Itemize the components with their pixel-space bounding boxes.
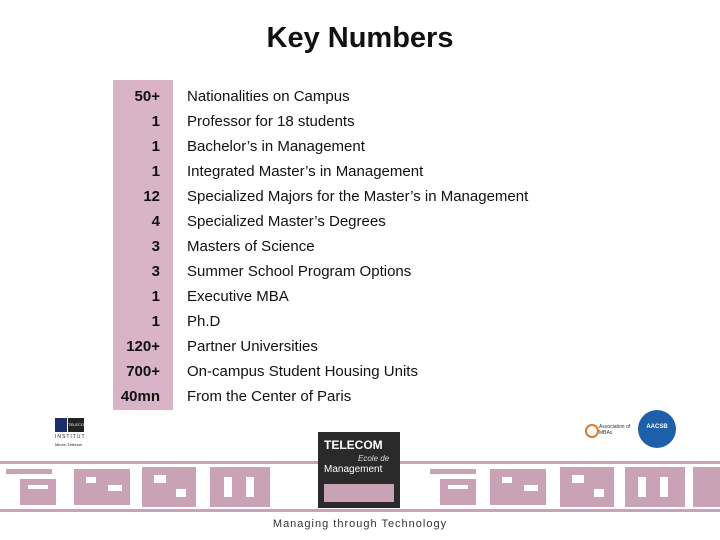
key-number-label: Masters of Science — [187, 238, 315, 255]
key-number-label: Integrated Master’s in Management — [187, 163, 424, 180]
page-title: Key Numbers — [266, 22, 454, 54]
logo-square-blue — [55, 418, 67, 432]
key-number-value: 3 — [151, 238, 160, 255]
institut-mines-telecom-logo — [55, 418, 91, 454]
key-number-label: Ph.D — [187, 313, 221, 330]
aacsb-logo — [638, 410, 678, 450]
key-number-value: 120+ — [126, 338, 160, 355]
key-number-value: 1 — [151, 313, 160, 330]
key-number-value: 1 — [151, 163, 160, 180]
logo-pattern-icon — [324, 484, 394, 502]
logo-telecom-text: TELECOM — [324, 438, 383, 452]
key-number-label: From the Center of Paris — [187, 388, 352, 405]
key-number-value: 1 — [151, 138, 160, 155]
key-number-row — [0, 234, 720, 259]
key-number-row — [0, 184, 720, 209]
key-number-row — [0, 259, 720, 284]
amba-label: Association of MBAs — [599, 424, 631, 436]
key-number-value: 1 — [151, 113, 160, 130]
logo-management-text: Management — [324, 464, 383, 475]
key-number-label: Specialized Majors for the Master’s in Management — [187, 188, 529, 205]
key-number-value: 40mn — [120, 388, 160, 405]
key-number-row — [0, 109, 720, 134]
telecom-ecole-de-management-logo — [318, 432, 400, 508]
key-number-value: 3 — [151, 263, 160, 280]
key-number-label: Summer School Program Options — [187, 263, 412, 280]
logo-mines-label: Mines-Télécom — [55, 442, 83, 447]
aacsb-label: AACSB — [646, 424, 668, 430]
key-number-value: 12 — [143, 188, 160, 205]
logo-telecom-label: TELECOM — [68, 418, 84, 432]
logo-institut-label: INSTITUT — [55, 434, 86, 440]
key-number-label: Executive MBA — [187, 288, 289, 305]
amba-swoosh-icon — [585, 424, 599, 438]
key-number-value: 700+ — [126, 363, 160, 380]
key-number-value: 50+ — [134, 88, 160, 105]
key-number-label: Nationalities on Campus — [187, 88, 350, 105]
key-number-row — [0, 309, 720, 334]
key-number-row — [0, 134, 720, 159]
key-number-label: Specialized Master’s Degrees — [187, 213, 386, 230]
key-number-row — [0, 159, 720, 184]
key-number-row — [0, 384, 720, 409]
key-number-label: On-campus Student Housing Units — [187, 363, 418, 380]
key-number-label: Professor for 18 students — [187, 113, 355, 130]
logo-ecole-de-text: Ecole de — [358, 454, 390, 463]
key-number-value: 4 — [151, 213, 160, 230]
tagline: Managing through Technology — [272, 518, 448, 530]
key-number-value: 1 — [151, 288, 160, 305]
association-of-mbas-logo — [585, 420, 635, 444]
key-number-row — [0, 334, 720, 359]
key-number-label: Partner Universities — [187, 338, 318, 355]
key-number-row — [0, 209, 720, 234]
key-number-label: Bachelor’s in Management — [187, 138, 365, 155]
key-number-row — [0, 359, 720, 384]
key-number-row — [0, 284, 720, 309]
key-number-row — [0, 84, 720, 109]
